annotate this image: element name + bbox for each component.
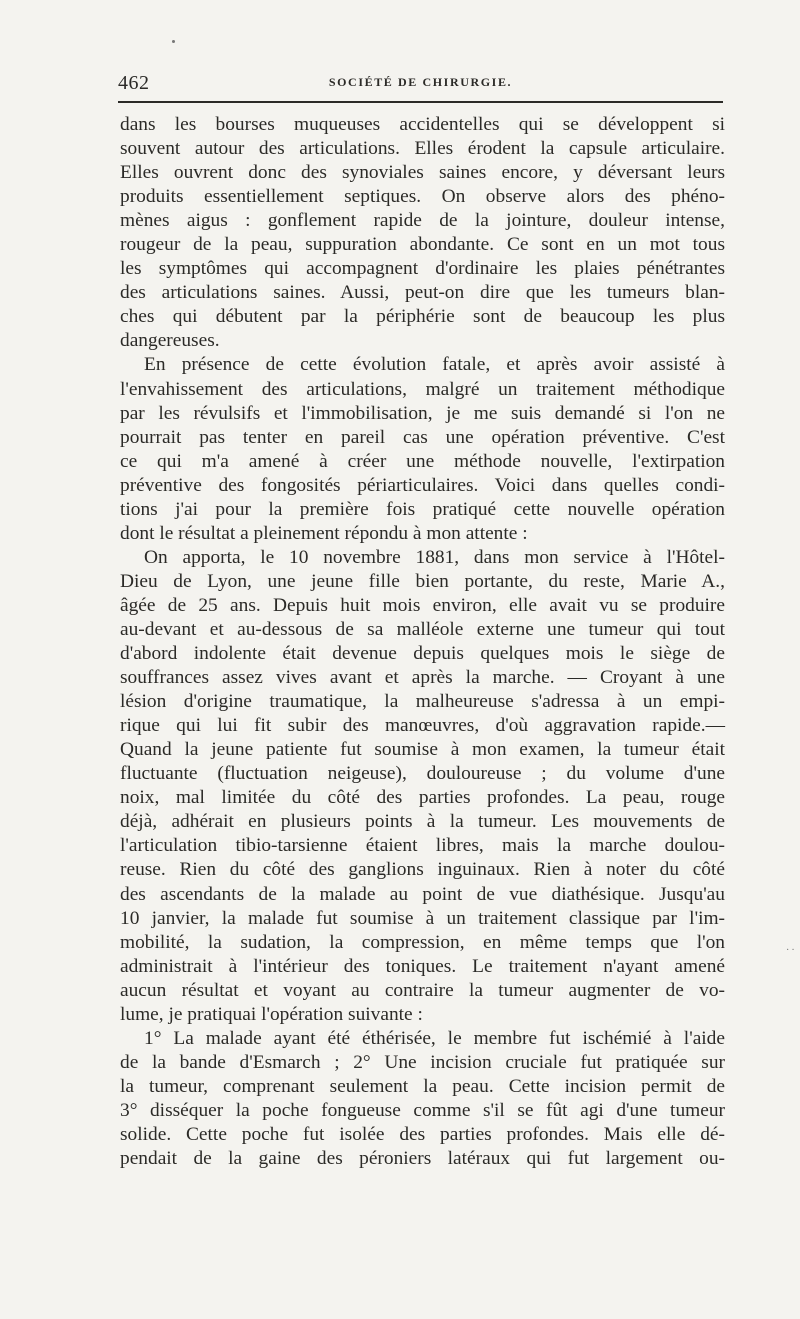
text-line: ches qui débutent par la périphérie sont de beaucoup les plus — [120, 306, 725, 328]
running-title: SOCIÉTÉ DE CHIRURGIE. — [328, 75, 513, 89]
text-line: dans les bourses muqueuses accidentelles qui se développent si — [120, 114, 725, 135]
text-line: 1° La malade ayant été éthérisée, le membre fut ischémié à l'aide — [144, 1027, 725, 1049]
text-line: rougeur de la peau, suppuration abondante. Ce sont en un mot tous — [120, 234, 725, 256]
text-line: 3° disséquer la poche fongueuse comme s'il se fût agi d'une tumeur — [120, 1099, 725, 1121]
text-line: mobilité, la sudation, la compression, en même temps que l'on — [120, 931, 725, 953]
text-line: souffrances assez vives avant et après la marche. — Croyant à une — [120, 667, 725, 689]
text-line: rique qui lui fit subir des manœuvres, d'où aggravation rapide.— — [120, 715, 725, 737]
text-line: 10 janvier, la malade fut soumise à un traitement classique par l'im- — [120, 907, 725, 929]
text-line: souvent autour des articulations. Elles érodent la capsule articulaire. — [120, 138, 725, 160]
text-line: solide. Cette poche fut isolée des parties profondes. Mais elle dé- — [120, 1123, 725, 1145]
text-line: administrait à l'intérieur des toniques. Le traitement n'ayant amené — [120, 955, 725, 977]
text-line: dont le résultat a pleinement répondu à mon attente : — [120, 522, 528, 544]
margin-dots: ·· — [786, 945, 797, 956]
text-line: aucun résultat et voyant au contraire la tumeur augmenter de vo- — [120, 979, 725, 1001]
text-line: On apporta, le 10 novembre 1881, dans mon service à l'Hôtel- — [144, 546, 725, 568]
text-line: l'articulation tibio-tarsienne étaient libres, mais la marche doulou- — [120, 835, 725, 857]
text-line: En présence de cette évolution fatale, et après avoir assisté à — [144, 354, 725, 376]
text-line: la tumeur, comprenant seulement la peau. Cette incision permit de — [120, 1075, 725, 1097]
text-line: Dieu de Lyon, une jeune fille bien portante, du reste, Marie A., — [120, 570, 725, 592]
text-line: pendait de la gaine des péroniers latéraux qui fut largement ou- — [120, 1148, 725, 1170]
text-line: lume, je pratiquai l'opération suivante : — [120, 1003, 423, 1025]
header-rule — [118, 101, 723, 103]
ink-speck — [172, 40, 175, 43]
text-line: noix, mal limitée du côté des parties profondes. La peau, rouge — [120, 787, 725, 809]
text-line: au-devant et au-dessous de sa malléole externe une tumeur qui tout — [120, 618, 725, 640]
text-line: des articulations saines. Aussi, peut-on dire que les tumeurs blan- — [120, 282, 725, 304]
text-line: reuse. Rien du côté des ganglions inguinaux. Rien à noter du côté — [120, 859, 725, 881]
text-line: l'envahissement des articulations, malgré un traitement méthodique — [120, 378, 725, 400]
text-line: d'abord indolente était devenue depuis quelques mois le siège de — [120, 643, 725, 665]
text-line: des ascendants de la malade au point de vue diathésique. Jusqu'au — [120, 883, 725, 905]
text-line: de la bande d'Esmarch ; 2° Une incision cruciale fut pratiquée sur — [120, 1051, 725, 1073]
text-line: âgée de 25 ans. Depuis huit mois environ, elle avait vu se produire — [120, 594, 725, 616]
text-line: préventive des fongosités périarticulaires. Voici dans quelles condi- — [120, 474, 725, 496]
text-line: déjà, adhérait en plusieurs points à la tumeur. Les mouvements de — [120, 811, 725, 833]
body-text — [120, 113, 725, 1171]
page-number: 462 — [118, 72, 150, 94]
text-line: pourrait pas tenter en pareil cas une opération préventive. C'est — [120, 426, 725, 448]
page-header — [118, 72, 723, 94]
text-line: les symptômes qui accompagnent d'ordinaire les plaies pénétrantes — [120, 258, 725, 280]
text-line: Elles ouvrent donc des synoviales saines encore, y déversant leurs — [120, 162, 725, 184]
text-line: lésion d'origine traumatique, la malheureuse s'adressa à un empi- — [120, 691, 725, 713]
text-line: tions j'ai pour la première fois pratiqué cette nouvelle opération — [120, 498, 725, 520]
text-line: fluctuante (fluctuation neigeuse), douloureuse ; du volume d'une — [120, 763, 725, 785]
text-line: ce qui m'a amené à créer une méthode nouvelle, l'extirpation — [120, 450, 725, 472]
text-line: produits essentiellement septiques. On observe alors des phéno- — [120, 186, 725, 208]
text-line: dangereuses. — [120, 330, 220, 352]
text-line: Quand la jeune patiente fut soumise à mon examen, la tumeur était — [120, 739, 725, 761]
text-line: mènes aigus : gonflement rapide de la jointure, douleur intense, — [120, 210, 725, 232]
text-line: par les révulsifs et l'immobilisation, je me suis demandé si l'on ne — [120, 402, 725, 424]
